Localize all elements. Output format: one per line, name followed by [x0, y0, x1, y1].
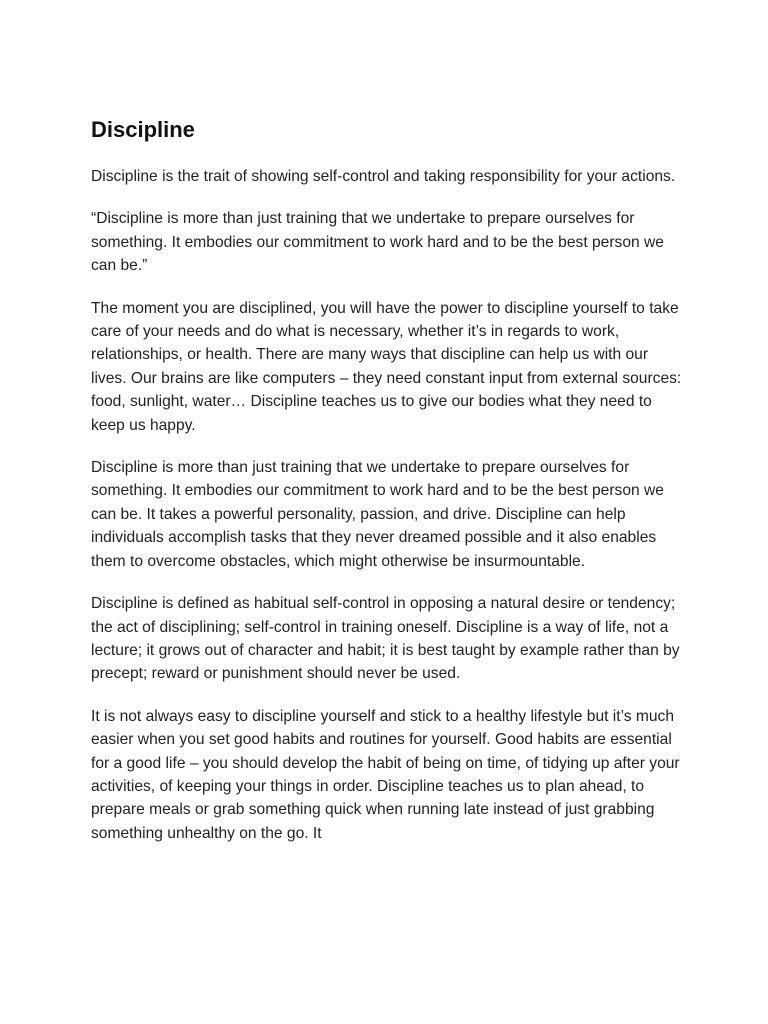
paragraph-1: Discipline is the trait of showing self-control and taking responsibility for your actions.: [91, 168, 676, 185]
document-title: Discipline: [91, 117, 195, 142]
document-page: [91, 115, 687, 864]
paragraph-5: Discipline is defined as habitual self-control in opposing a natural desire or tendency; the act of disciplining; self-control in training oneself. Discipline is a way of life, not a lecture; it grows out of character and habit; it is best taught by example rather than by precept; reward or punishment should never be used.: [91, 595, 680, 683]
paragraph-4: Discipline is more than just training that we undertake to prepare ourselves for something. It embodies our commitment to work hard and to be the best person we can be. It takes a powerful personality, passion, and drive. Discipline can help individuals accomplish tasks that they never dreamed possible and it also enables them to overcome obstacles, which might otherwise be insurmountable.: [91, 459, 664, 570]
paragraph-3: The moment you are disciplined, you will have the power to discipline yourself to take care of your needs and do what is necessary, whether it’s in regards to work, relationships, or health. There are many ways that discipline can help us with our lives. Our brains are like computers – they need constant input from external sources: food, sunlight, water… Discipline teaches us to give our bodies what they need to keep us happy.: [91, 299, 682, 434]
paragraph-6: It is not always easy to discipline yourself and stick to a healthy lifestyle but it’s much easier when you set good habits and routines for yourself. Good habits are essential for a good life – you should develop the habit of being on time, of tidying up after your activities, of keeping your things in order. Discipline teaches us to plan ahead, to prepare meals or grab something quick when running late instead of just grabbing something unhealthy on the go. It: [91, 707, 680, 842]
paragraph-2: “Discipline is more than just training that we undertake to prepare ourselves for something. It embodies our commitment to work hard and to be the best person we can be.”: [91, 210, 664, 275]
